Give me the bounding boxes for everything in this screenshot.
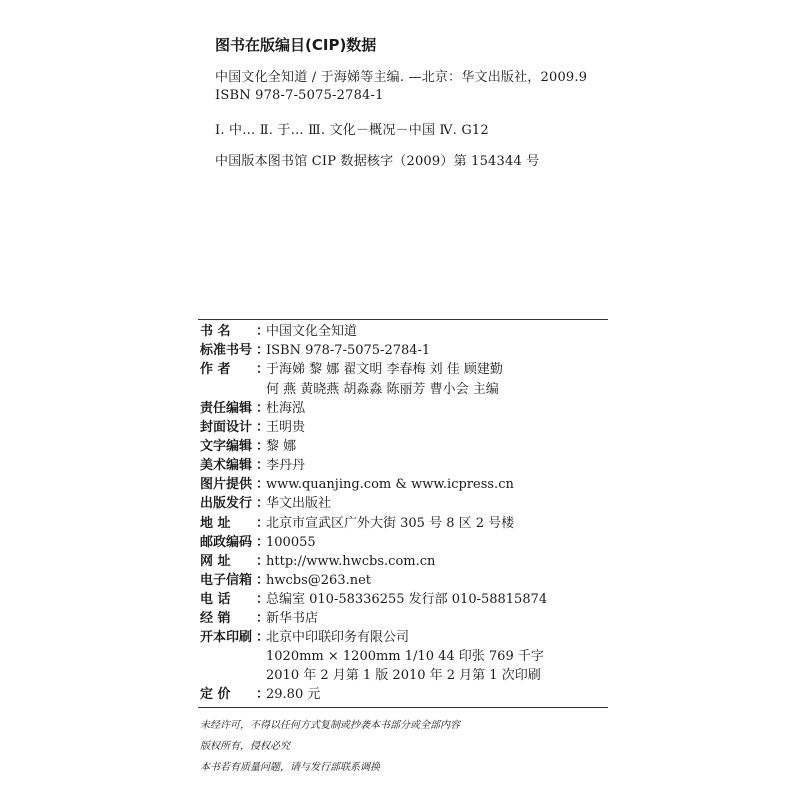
author-row	[200, 360, 503, 380]
phone-value: 总编室 010-58336255 发行部 010-58815874	[266, 592, 548, 607]
colon: ：	[256, 343, 270, 358]
price-value: 29.80 元	[266, 687, 321, 702]
isbn-row	[200, 341, 430, 361]
publisher-value: 华文出版社	[266, 496, 332, 511]
copyright-warning: 未经许可，不得以任何方式复制或抄袭本书部分或全部内容	[200, 720, 460, 731]
colon: ：	[256, 439, 270, 454]
printer-row	[200, 628, 409, 648]
cover-design-value: 王明贵	[266, 420, 306, 435]
text-editor-row	[200, 437, 296, 457]
postcode-row	[200, 533, 316, 553]
format-value: 1020mm × 1200mm 1/10 44 印张 769 千字	[266, 649, 544, 664]
cover-design-label: 封面设计	[200, 420, 253, 435]
colon: ：	[256, 516, 270, 531]
colon: ：	[256, 477, 270, 492]
price-label: 定 价	[200, 687, 231, 702]
editor-label: 责任编辑	[200, 401, 253, 416]
art-editor-value: 李丹丹	[266, 458, 306, 473]
book-title-value: 中国文化全知道	[266, 324, 358, 339]
colon: ：	[256, 554, 270, 569]
website-value: http://www.hwcbs.com.cn	[266, 554, 436, 569]
printer-label: 开本印刷	[200, 630, 253, 645]
images-value: www.quanjing.com & www.icpress.cn	[266, 477, 514, 492]
colon: ：	[256, 535, 270, 550]
images-row	[200, 475, 514, 495]
distributor-label: 经 销	[200, 611, 231, 626]
colon: ：	[256, 611, 270, 626]
website-label: 网 址	[200, 554, 231, 569]
format-row	[200, 647, 544, 667]
publisher-row	[200, 494, 331, 514]
price-row	[200, 685, 320, 705]
colon: ：	[256, 420, 270, 435]
cip-title: 图书在版编目(CIP)数据	[215, 36, 377, 54]
address-label: 地 址	[200, 516, 231, 531]
postcode-label: 邮政编码	[200, 535, 253, 550]
printer-value: 北京中印联印务有限公司	[266, 630, 410, 645]
cip-catalog-line: 中国文化全知道 / 于海娣等主编. —北京：华文出版社，2009.9	[215, 70, 588, 85]
colon: ：	[256, 458, 270, 473]
postcode-value: 100055	[266, 535, 316, 550]
quality-notice: 本书若有质量问题，请与发行部联系调换	[200, 762, 380, 773]
colon: ：	[256, 401, 270, 416]
author-value-1: 于海娣 黎 娜 翟文明 李春梅 刘 佳 顾建勤	[266, 362, 503, 377]
images-label: 图片提供	[200, 477, 253, 492]
art-editor-row	[200, 456, 305, 476]
address-value: 北京市宣武区广外大街 305 号 8 区 2 号楼	[266, 516, 515, 531]
book-title-row	[200, 322, 357, 342]
phone-label: 电 话	[200, 592, 231, 607]
cip-data-number-line: 中国版本图书馆 CIP 数据核字（2009）第 154344 号	[215, 154, 540, 169]
details-bottom-rule	[198, 707, 608, 708]
email-row	[200, 571, 371, 591]
author-label: 作 者	[200, 362, 231, 377]
book-title-label: 书 名	[200, 324, 231, 339]
author-row-continued	[200, 380, 499, 400]
website-row	[200, 552, 435, 572]
editor-value: 杜海泓	[266, 401, 306, 416]
edition-value: 2010 年 2 月第 1 版 2010 年 2 月第 1 次印刷	[266, 668, 541, 683]
details-top-rule	[198, 319, 608, 320]
colon: ：	[256, 362, 270, 377]
text-editor-value: 黎 娜	[266, 439, 297, 454]
isbn-value: ISBN 978-7-5075-2784-1	[266, 343, 431, 358]
colon: ：	[256, 496, 270, 511]
publisher-label: 出版发行	[200, 496, 253, 511]
phone-row	[200, 590, 547, 610]
colon: ：	[256, 573, 270, 588]
distributor-row	[200, 609, 318, 629]
distributor-value: 新华书店	[266, 611, 319, 626]
email-value: hwcbs@263.net	[266, 573, 372, 588]
cip-isbn-line: ISBN 978-7-5075-2784-1	[215, 88, 384, 103]
cip-classification-line: Ⅰ. 中… Ⅱ. 于… Ⅲ. 文化－概况－中国 Ⅳ. G12	[215, 123, 489, 138]
colon: ：	[256, 592, 270, 607]
art-editor-label: 美术编辑	[200, 458, 253, 473]
rights-notice: 版权所有，侵权必究	[200, 741, 290, 752]
colon: ：	[256, 324, 270, 339]
cover-design-row	[200, 418, 305, 438]
isbn-label: 标准书号	[200, 343, 253, 358]
email-label: 电子信箱	[200, 573, 253, 588]
colon: ：	[256, 687, 270, 702]
address-row	[200, 514, 514, 534]
author-value-2: 何 燕 黄晓燕 胡淼淼 陈丽芳 曹小会 主编	[266, 382, 499, 397]
editor-row	[200, 399, 305, 419]
colon: ：	[256, 630, 270, 645]
text-editor-label: 文字编辑	[200, 439, 253, 454]
edition-row	[200, 666, 541, 686]
